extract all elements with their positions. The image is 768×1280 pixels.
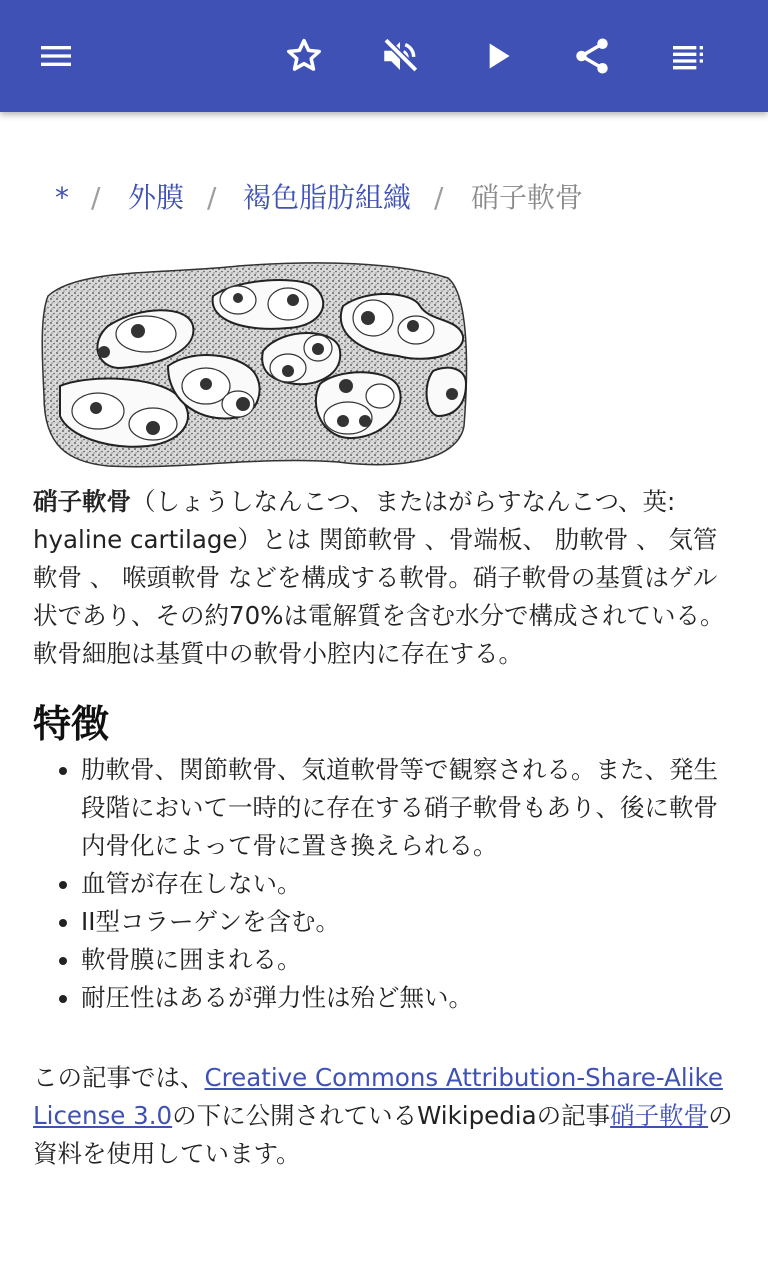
footer-prefix: この記事では、 bbox=[33, 1063, 205, 1092]
breadcrumb-item-brown-fat[interactable]: 褐色脂肪組織 bbox=[243, 181, 412, 214]
intro-text: （しょうしなんこつ、またはがらすなんこつ、英: hyaline cartilage）とは 関節軟骨 、骨端板、 肋軟骨 、 気管軟骨 、 喉頭軟骨 などを構成する軟骨。硝子軟骨の基質はゲル状であり、その約70%は電解質を含む水分で構成されている。軟骨細胞は基質中の軟骨小腔内に存在する。 bbox=[33, 487, 725, 668]
source-article-link[interactable]: 硝子軟骨 bbox=[610, 1101, 709, 1130]
attribution-footer bbox=[33, 1059, 733, 1173]
menu-button[interactable] bbox=[28, 28, 84, 84]
list-item: • 軟骨膜に囲まれる。 bbox=[81, 941, 733, 979]
star-outline-icon bbox=[283, 35, 325, 77]
list-item: • 耐圧性はあるが弾力性は殆ど無い。 bbox=[81, 979, 733, 1017]
feature-list bbox=[33, 751, 733, 1017]
mute-button[interactable] bbox=[372, 28, 428, 84]
play-icon bbox=[478, 36, 518, 76]
play-button[interactable] bbox=[470, 28, 526, 84]
playlist-icon bbox=[668, 36, 708, 76]
breadcrumb bbox=[0, 176, 768, 220]
footer-middle: の下に公開されているWikipediaの記事 bbox=[172, 1101, 611, 1130]
volume-off-icon bbox=[379, 35, 421, 77]
app-toolbar bbox=[0, 0, 768, 112]
share-button[interactable] bbox=[564, 28, 620, 84]
section-heading: 特徴 bbox=[33, 702, 110, 746]
list-item: • 肋軟骨、関節軟骨、気道軟骨等で観察される。また、発生段階において一時的に存在する硝子軟骨もあり、後に軟骨内骨化によって骨に置き換えられる。 bbox=[81, 751, 733, 865]
share-icon bbox=[571, 35, 613, 77]
contents-button[interactable] bbox=[660, 28, 716, 84]
breadcrumb-separator: / bbox=[91, 181, 101, 214]
list-item: • II型コラーゲンを含む。 bbox=[81, 903, 733, 941]
breadcrumb-item-root[interactable]: * bbox=[55, 181, 69, 214]
breadcrumb-separator: / bbox=[434, 181, 444, 214]
breadcrumb-item-adventitia[interactable]: 外膜 bbox=[128, 181, 185, 214]
breadcrumb-item-current: 硝子軟骨 bbox=[471, 181, 584, 214]
footer-suffix: の資料を使用しています。 bbox=[33, 1101, 733, 1168]
license-link[interactable]: Creative Commons Attribution-Share-Alike License 3.0 bbox=[33, 1063, 723, 1130]
breadcrumb-separator: / bbox=[207, 181, 217, 214]
hyaline-cartilage-illustration bbox=[38, 256, 470, 474]
intro-paragraph bbox=[33, 483, 733, 673]
article-content bbox=[33, 483, 733, 1173]
bookmark-button[interactable] bbox=[276, 28, 332, 84]
article-term: 硝子軟骨 bbox=[33, 487, 131, 516]
menu-icon bbox=[36, 36, 76, 76]
list-item: • 血管が存在しない。 bbox=[81, 865, 733, 903]
